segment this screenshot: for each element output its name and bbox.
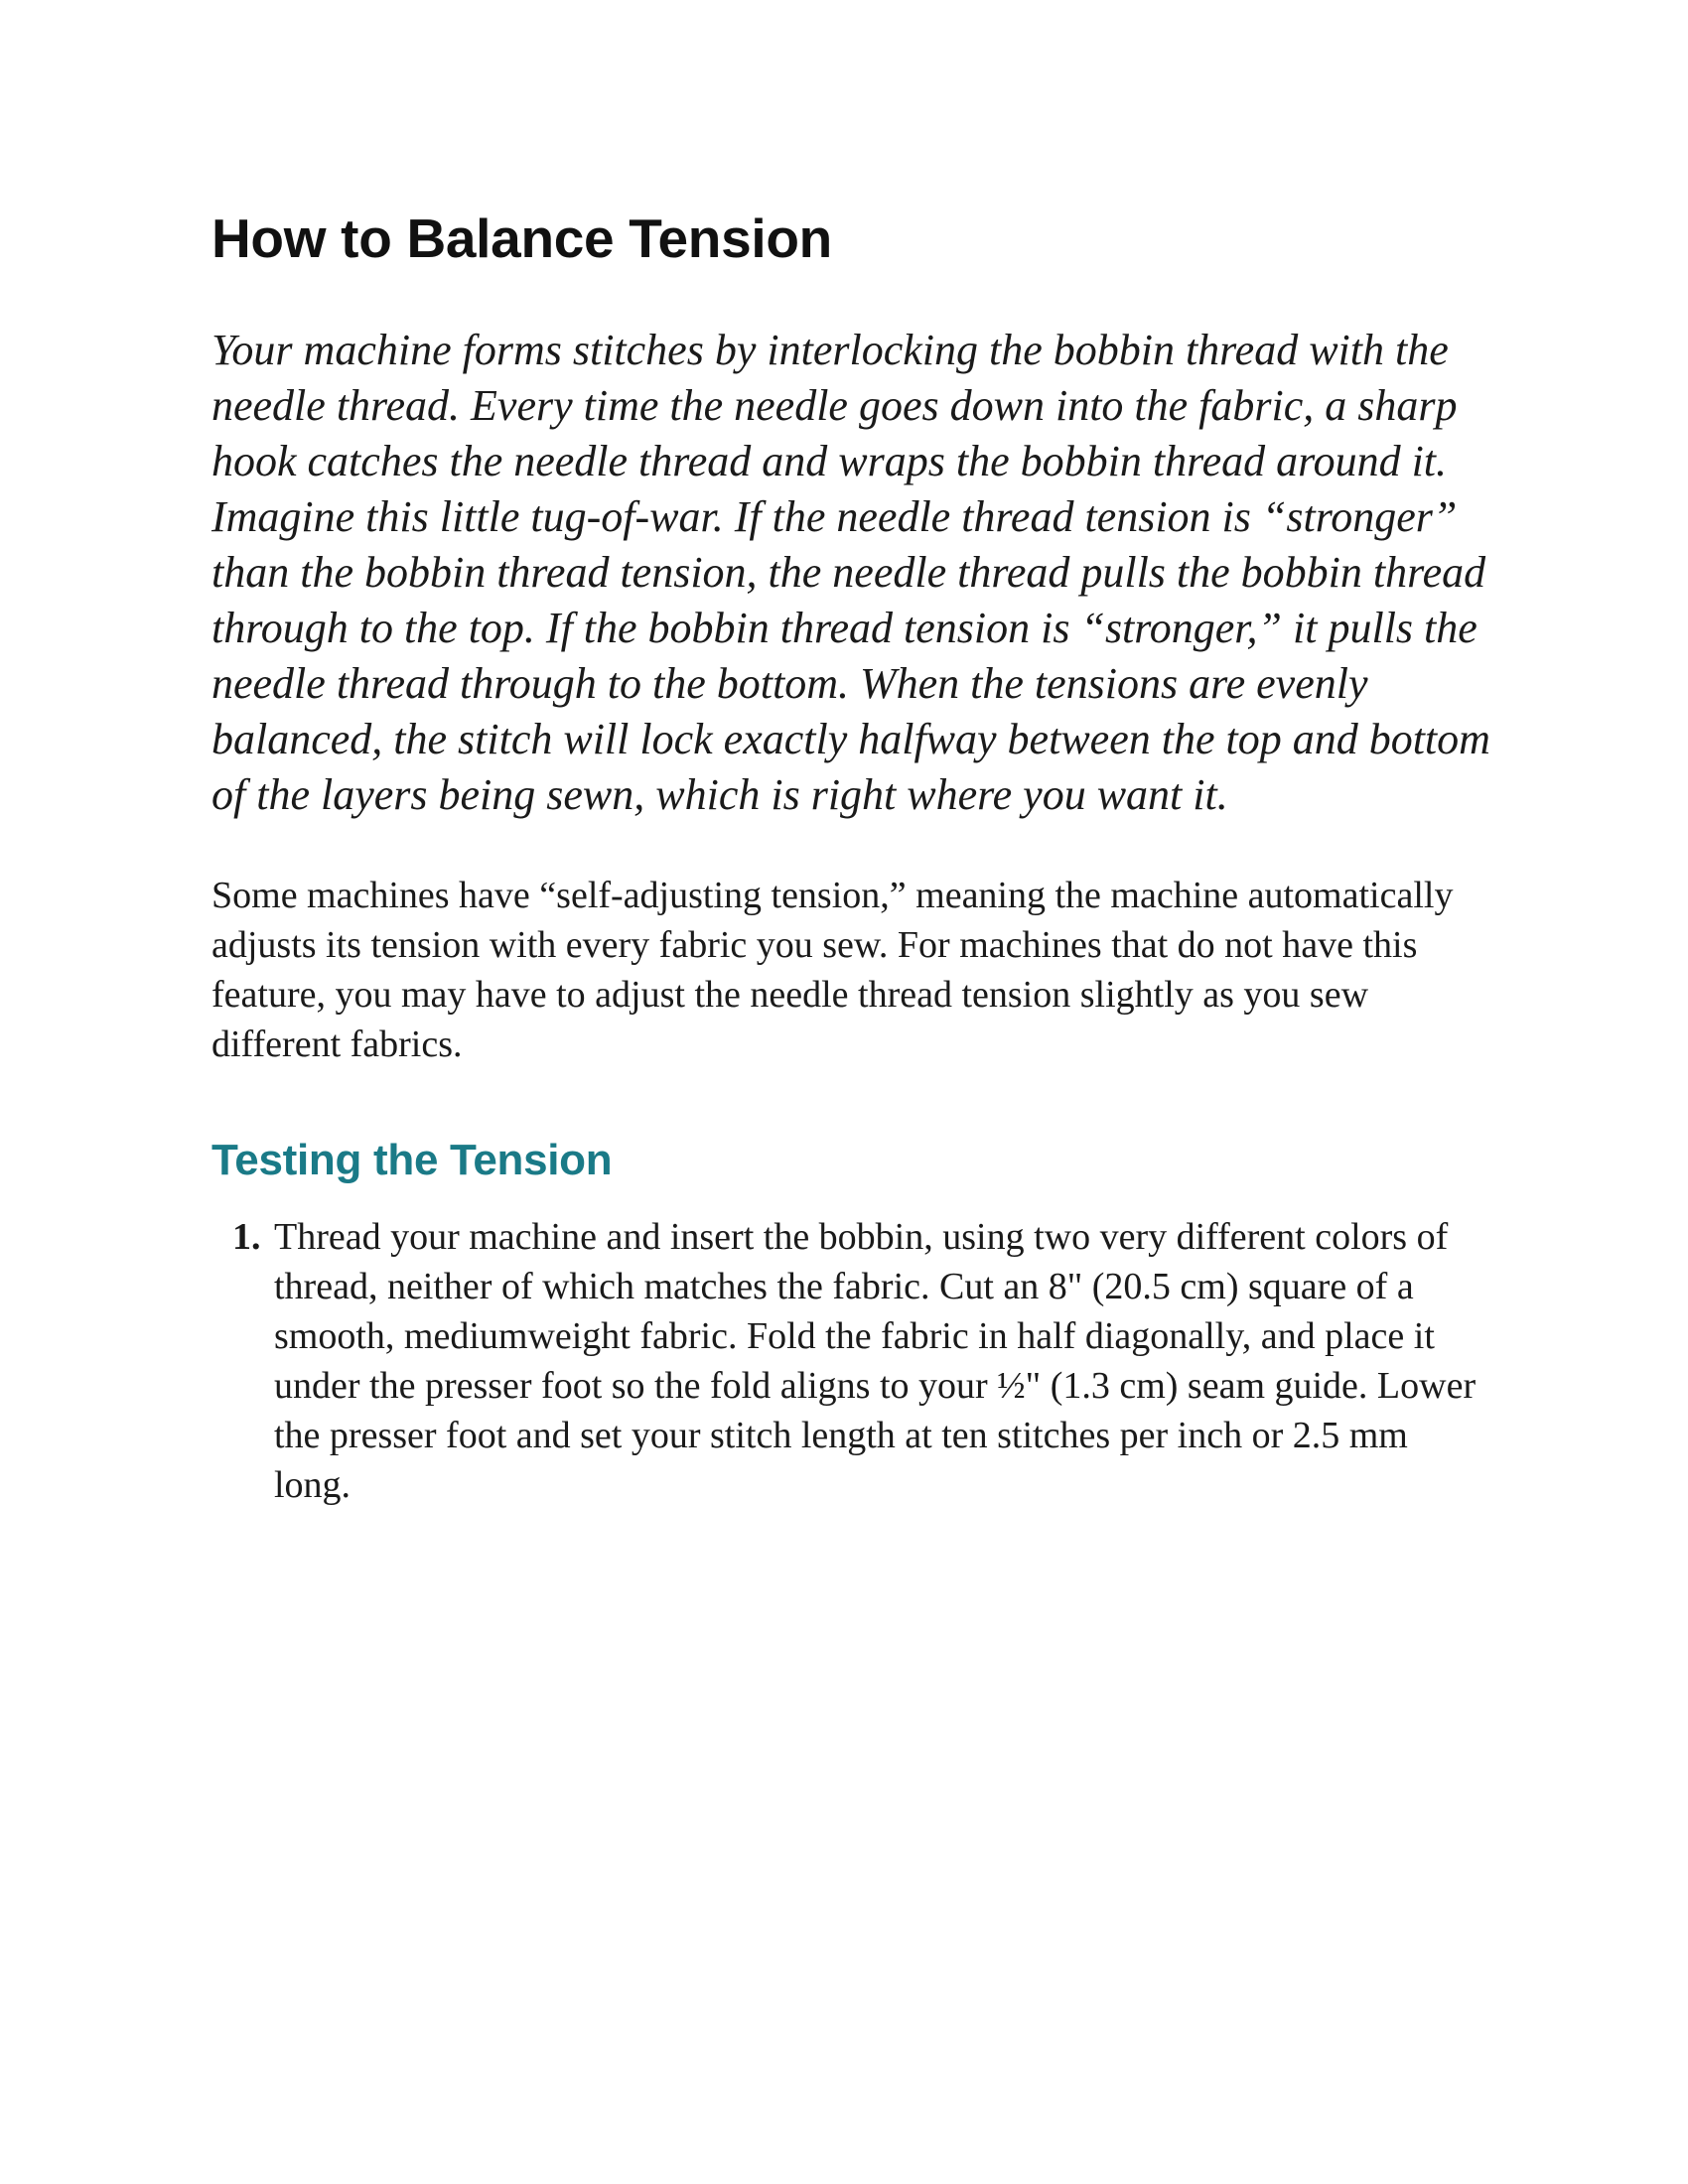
step-text: Thread your machine and insert the bobbin, using two very different colors of thread, neither of which matches the fabric. Cut an 8" (20.5 cm) square of a smooth, mediumweight fabric. Fold the fabric in half diagonally, and place it under the presser foot so the fold aligns to your ½" (1.3 cm) seam guide. Lower the presser foot and set your stitch length at ten stitches per inch or 2.5 mm long. <box>274 1216 1477 1506</box>
page-title: How to Balance Tension <box>211 207 832 269</box>
list-item <box>211 1212 1492 1510</box>
body-paragraph: Some machines have “self-adjusting tension,” meaning the machine automatically adjusts its tension with every fabric you sew. For machines that do not have this feature, you may have to adjust the needle thread tension slightly as you sew different fabrics. <box>211 875 1454 1065</box>
page-content <box>211 204 1492 1510</box>
intro-paragraph: Your machine forms stitches by interlocking the bobbin thread with the needle thread. Every time the needle goes down into the fabric, a sharp hook catches the needle thread and wraps the bobbin thread around it. Imagine this little tug-of-war. If the needle thread tension is “stronger” than the bobbin thread tension, the needle thread pulls the bobbin thread through to the top. If the bobbin thread tension is “stronger,” it pulls the needle thread through to the bottom. When the tensions are evenly balanced, the stitch will lock exactly halfway between the top and bottom of the layers being sewn, which is right where you want it. <box>211 326 1490 819</box>
step-number: 1. <box>232 1216 261 1258</box>
section-heading: Testing the Tension <box>211 1136 613 1184</box>
steps-list <box>211 1212 1492 1510</box>
